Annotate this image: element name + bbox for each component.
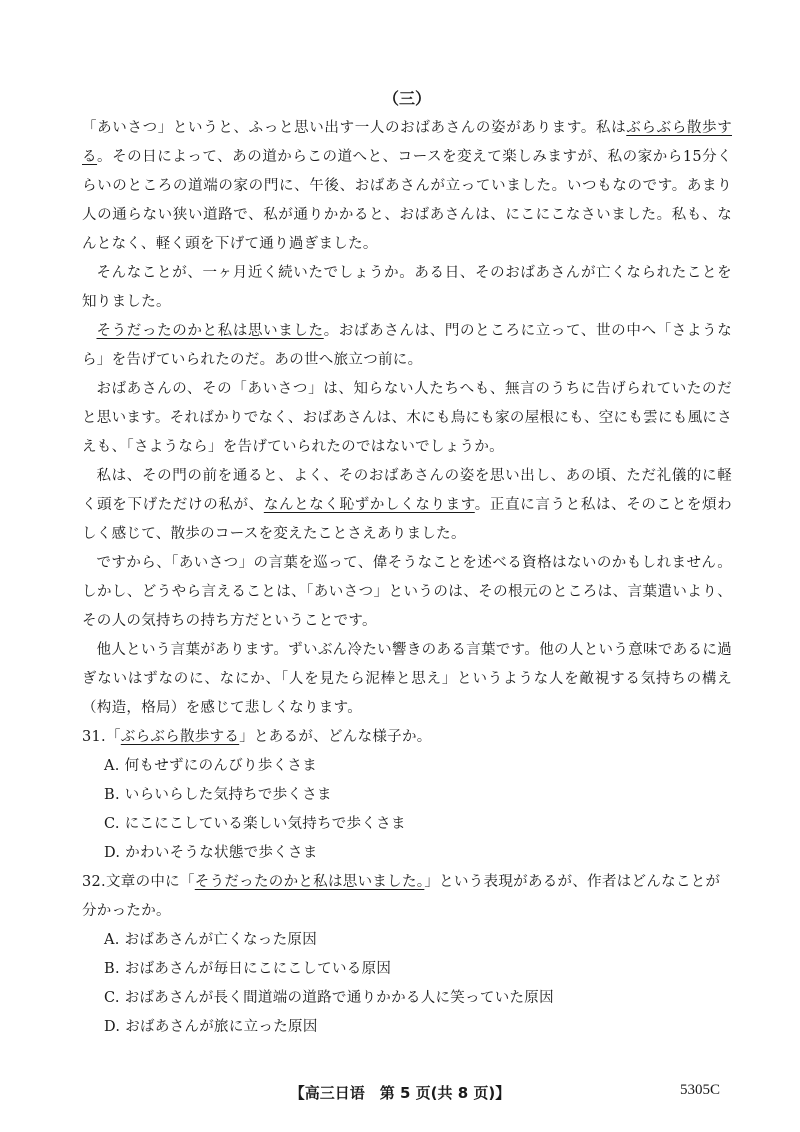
answer-option: A. おばあさんが亡くなった原因 <box>104 932 317 948</box>
exam-page <box>82 88 732 1042</box>
question-item <box>82 723 732 868</box>
text-segment: ですから、「あいさつ」の言葉を巡って、偉そうなことを述べる資格はないのかもしれません。しかし、どうやら言えることは、「あいさつ」というのは、その根元のところは、言葉遣いより、その人の気持ちの持ち方だということです。 <box>82 555 732 629</box>
text-segment: 。正直に言うと私は、そのことを煩わしく感じて、散歩のコースを変えたことさえありました。 <box>82 497 732 542</box>
passage-paragraph <box>82 317 732 375</box>
question-stem <box>82 723 732 752</box>
answer-option: C. おばあさんが長く間道端の道路で通りかかる人に笑っていた原因 <box>104 990 554 1006</box>
passage-paragraph <box>82 114 732 259</box>
question-number: 31. <box>82 729 106 745</box>
underlined-phrase: ぶらぶら散歩する <box>120 729 240 745</box>
text-segment: 他人という言葉があります。ずいぶん冷たい響きのある言葉です。他の人という意味であるに過ぎないはずなのに、なにか、「人を見たら泥棒と思え」というような人を敵視する気持ちの構え（构造，格局）を感じて悲しくなります。 <box>82 642 732 716</box>
footer-page-info: 【高三日语 第 5 页(共 8 页)】 <box>289 1084 511 1102</box>
passage-paragraph <box>82 549 732 636</box>
answer-option: D. かわいそうな状態で歩くさま <box>104 845 318 861</box>
question-list <box>82 723 732 1042</box>
text-segment: 「 <box>105 729 121 745</box>
passage-paragraph <box>82 462 732 549</box>
reading-passage <box>82 114 732 723</box>
underlined-phrase: そうだったのかと私は思いました <box>96 323 324 339</box>
footer-exam-code: 5305C <box>679 1082 720 1098</box>
text-segment: 私は、その門の前を通ると、よく、そのおばあさんの姿を思い出し、あの頃、ただ礼儀的に軽く頭を下げただけの私が、 <box>82 468 732 513</box>
text-segment: 。その日によって、あの道からこの道へと、コースを変えて楽しみますが、私の家から15分くらいのところの道端の家の門に、午後、おばあさんが立っていました。いつもなのです。あまり人の通らない狭い道路で、私が通りかかると、おばあさんは、にこにこなさいました。私も、なんとなく、軽く頭を下げて通り過ぎました。 <box>82 149 732 252</box>
passage-paragraph <box>82 636 732 723</box>
text-segment: 。おばあさんは、門のところに立って、世の中へ「さようなら」を告げていられたのだ。あの世へ旅立つ前に。 <box>82 323 733 368</box>
question-number: 32. <box>82 874 106 890</box>
passage-paragraph <box>82 259 732 317</box>
passage-paragraph <box>82 375 732 462</box>
text-segment: 「あいさつ」というと、ふっと思い出す一人のおばあさんの姿があります。私は <box>82 120 627 136</box>
section-title: （三） <box>382 89 431 108</box>
underlined-phrase: ぶらぶら散歩する <box>82 120 732 165</box>
text-segment: おばあさんの、その「あいさつ」は、知らない人たちへも、無言のうちに告げられていたのだと思います。そればかりでなく、おばあさんは、木にも鳥にも家の屋根にも、空にも雲にも風にさえも、「さようなら」を告げていられたのではないでしょうか。 <box>82 381 732 455</box>
text-segment: 文章の中に「 <box>105 874 195 890</box>
underlined-phrase: そうだったのかと私は思いました。 <box>194 874 425 890</box>
answer-option: B. いらいらした気持ちで歩くさま <box>104 787 332 803</box>
text-segment: 」とあるが、どんな様子か。 <box>239 729 432 745</box>
underlined-phrase: なんとなく恥ずかしくなります <box>263 497 475 513</box>
answer-option: B. おばあさんが毎日にこにこしている原因 <box>104 961 392 977</box>
answer-option: A. 何もせずにのんびり歩くさま <box>104 758 317 774</box>
answer-option: D. おばあさんが旅に立った原因 <box>104 1019 318 1035</box>
question-item <box>82 868 732 1042</box>
text-segment: 」という表現があるが、作者はどんなことが分かったか。 <box>82 874 721 919</box>
text-segment: そんなことが、一ヶ月近く続いたでしょうか。ある日、そのおばあさんが亡くなられたことを知りました。 <box>82 265 732 310</box>
answer-option: C. にこにこしている楽しい気持ちで歩くさま <box>104 816 406 832</box>
question-stem <box>82 868 732 926</box>
